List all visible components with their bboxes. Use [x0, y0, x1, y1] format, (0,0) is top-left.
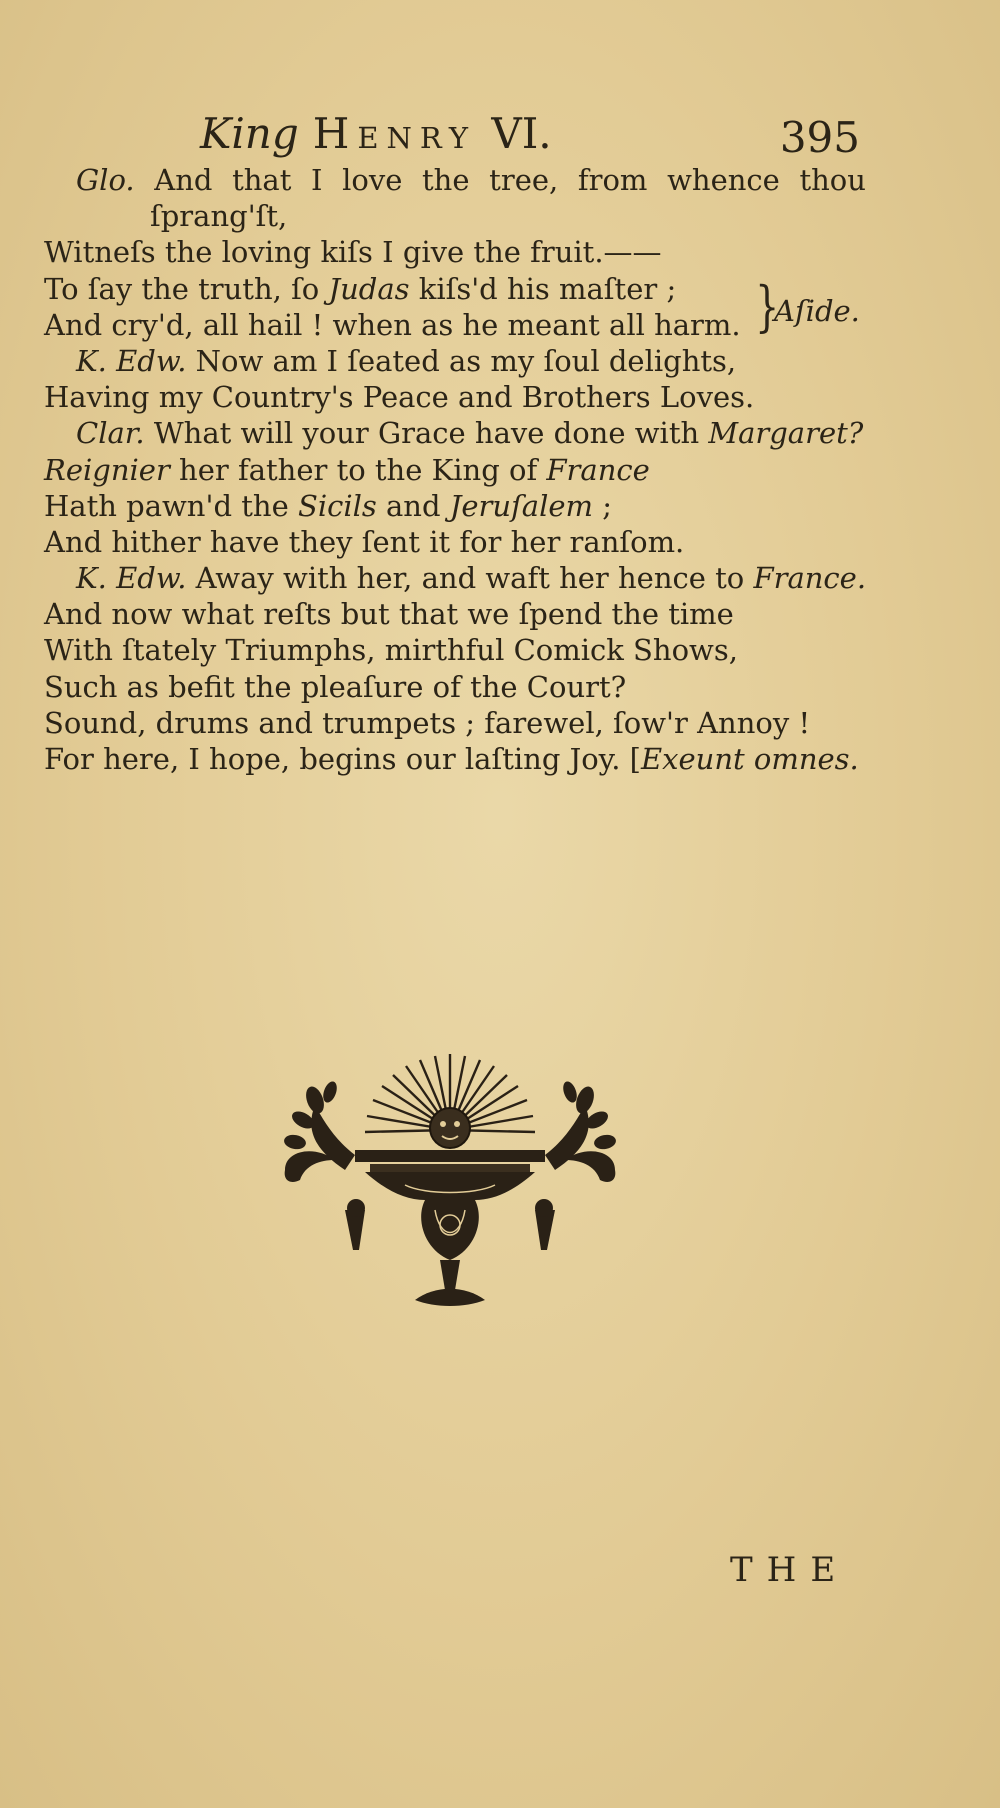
- speaker-clar: Clar.: [76, 416, 145, 451]
- page-number: 395: [779, 113, 860, 162]
- word: love: [342, 163, 403, 197]
- header-title-henry: Henry: [312, 109, 477, 158]
- text-line-15: Such as befit the pleaſure of the Court?: [44, 669, 627, 704]
- text-line-1: [44, 162, 866, 198]
- text-line-3: Witneſs the loving kiſs I give the fruit.——: [44, 235, 662, 270]
- sun-face-ornament-icon: [275, 1050, 625, 1325]
- text-line-8: [44, 415, 864, 451]
- text-line-9: [44, 452, 864, 488]
- text-line-11: And hither have they ſent it for her ranſom.: [44, 524, 685, 559]
- text-span: To ſay the truth, ſo: [44, 271, 329, 306]
- running-header: [200, 108, 860, 160]
- name-judas: Judas: [328, 271, 410, 306]
- word: I: [311, 163, 323, 197]
- text-line-13: And now what reſts but that we ſpend the time: [44, 597, 734, 632]
- text-line-6: [44, 343, 864, 379]
- place-jerusalem: Jeruſalem: [449, 488, 594, 523]
- word: tree,: [489, 163, 559, 197]
- aside-block: [44, 271, 864, 343]
- text-line-5: And cry'd, all hail ! when as he meant all harm.: [44, 307, 741, 342]
- name-reignier: Reignier: [44, 452, 170, 487]
- catchword: THE: [730, 1550, 850, 1590]
- text-span: Away with her, and waft her hence to: [186, 561, 754, 596]
- text-span: kiſs'd his maſter ;: [409, 271, 677, 306]
- play-text: [44, 162, 867, 777]
- brace-icon: }: [755, 274, 780, 338]
- speaker-glo: Glo.: [76, 163, 135, 197]
- name-margaret: Margaret?: [708, 416, 864, 451]
- speaker-k-edw: K. Edw.: [76, 343, 187, 378]
- word: thou: [799, 163, 866, 197]
- text-span: For here, I hope, begins our laſting Joy. [: [44, 742, 641, 776]
- place-france: France: [546, 452, 650, 487]
- text-line-4: [44, 271, 864, 307]
- stage-direction-exeunt: Exeunt omnes.: [640, 742, 859, 776]
- place-sicils: Sicils: [297, 488, 377, 523]
- text-line-2: ſprang'ſt,: [150, 199, 288, 234]
- text-line-17: [44, 741, 864, 777]
- text-span: Now am I ſeated as my ſoul delights,: [186, 343, 737, 378]
- word: And: [154, 163, 213, 197]
- text-line-16: Sound, drums and trumpets ; farewel, ſow'r Annoy !: [44, 705, 811, 740]
- text-span: Hath pawn'd the: [44, 488, 298, 523]
- place-france: France.: [753, 561, 867, 596]
- text-span: her father to the King of: [169, 452, 547, 487]
- word: from: [577, 163, 648, 197]
- word: whence: [667, 163, 780, 197]
- text-line-7: Having my Country's Peace and Brothers Loves.: [44, 380, 755, 415]
- text-line-14: With ſtately Triumphs, mirthful Comick Shows,: [44, 633, 738, 668]
- header-title-king: King: [200, 109, 299, 158]
- text-span: ;: [593, 488, 613, 523]
- text-line-12: [44, 560, 867, 596]
- text-span: and: [376, 488, 450, 523]
- word: the: [422, 163, 470, 197]
- text-line-10: [44, 488, 864, 524]
- word: that: [232, 163, 292, 197]
- stage-direction-aside: Aſide.: [774, 293, 860, 328]
- speaker-k-edw: K. Edw.: [76, 561, 187, 596]
- text-span: What will your Grace have done with: [144, 416, 709, 451]
- header-title-numeral: VI.: [491, 109, 552, 158]
